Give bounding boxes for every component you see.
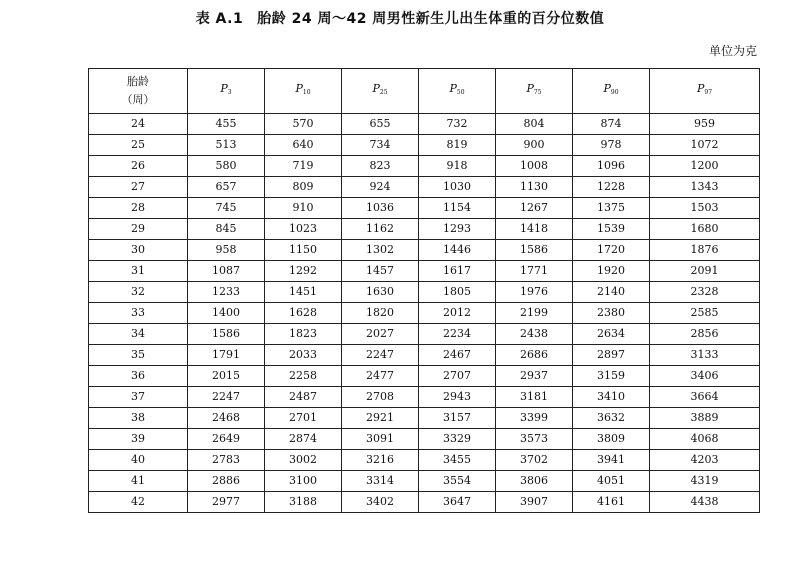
weight-cell: 2380 xyxy=(573,303,650,324)
weight-cell: 1628 xyxy=(265,303,342,324)
weight-cell: 978 xyxy=(573,135,650,156)
percentile-header: $P_{75}$ xyxy=(496,69,573,114)
weight-cell: 1008 xyxy=(496,156,573,177)
percentile-header: $P_{97}$ xyxy=(650,69,760,114)
weight-cell: 2258 xyxy=(265,366,342,387)
weight-cell: 1920 xyxy=(573,261,650,282)
weight-cell: 1503 xyxy=(650,198,760,219)
table-row xyxy=(89,408,760,429)
gestational-age-cell: 31 xyxy=(89,261,188,282)
table-title: 胎龄 24 周～42 周男性新生儿出生体重的百分位数值 xyxy=(257,11,605,27)
weight-cell: 2874 xyxy=(265,429,342,450)
percentile-header: $P_{10}$ xyxy=(265,69,342,114)
gestational-age-cell: 33 xyxy=(89,303,188,324)
weight-cell: 655 xyxy=(342,114,419,135)
weight-cell: 3554 xyxy=(419,471,496,492)
table-row xyxy=(89,219,760,240)
weight-cell: 874 xyxy=(573,114,650,135)
weight-cell: 2634 xyxy=(573,324,650,345)
weight-cell: 2438 xyxy=(496,324,573,345)
weight-cell: 1228 xyxy=(573,177,650,198)
gestational-age-cell: 30 xyxy=(89,240,188,261)
gestational-age-cell: 29 xyxy=(89,219,188,240)
gestational-age-cell: 39 xyxy=(89,429,188,450)
table-row xyxy=(89,345,760,366)
weight-cell: 3809 xyxy=(573,429,650,450)
weight-cell: 3573 xyxy=(496,429,573,450)
unit-note: 单位为克 xyxy=(708,44,757,58)
weight-cell: 1130 xyxy=(496,177,573,198)
weight-cell: 1096 xyxy=(573,156,650,177)
weight-cell: 2033 xyxy=(265,345,342,366)
birth-weight-percentile-table xyxy=(88,68,760,513)
weight-cell: 1446 xyxy=(419,240,496,261)
percentile-header: $P_{50}$ xyxy=(419,69,496,114)
gestational-age-cell: 37 xyxy=(89,387,188,408)
percentile-header: $P_{90}$ xyxy=(573,69,650,114)
weight-cell: 3410 xyxy=(573,387,650,408)
weight-cell: 924 xyxy=(342,177,419,198)
weight-cell: 4438 xyxy=(650,492,760,513)
weight-cell: 1539 xyxy=(573,219,650,240)
table-row xyxy=(89,450,760,471)
weight-cell: 1418 xyxy=(496,219,573,240)
weight-cell: 2234 xyxy=(419,324,496,345)
weight-cell: 2921 xyxy=(342,408,419,429)
table-row xyxy=(89,156,760,177)
weight-cell: 1586 xyxy=(496,240,573,261)
weight-cell: 845 xyxy=(188,219,265,240)
weight-cell: 640 xyxy=(265,135,342,156)
weight-cell: 4051 xyxy=(573,471,650,492)
weight-cell: 2701 xyxy=(265,408,342,429)
weight-cell: 3806 xyxy=(496,471,573,492)
weight-cell: 2468 xyxy=(188,408,265,429)
gestational-age-cell: 34 xyxy=(89,324,188,345)
weight-cell: 719 xyxy=(265,156,342,177)
weight-cell: 804 xyxy=(496,114,573,135)
weight-cell: 1823 xyxy=(265,324,342,345)
weight-cell: 4203 xyxy=(650,450,760,471)
table-row xyxy=(89,240,760,261)
percentile-header: $P_{25}$ xyxy=(342,69,419,114)
weight-cell: 1375 xyxy=(573,198,650,219)
table-row xyxy=(89,135,760,156)
weight-cell: 3188 xyxy=(265,492,342,513)
weight-cell: 3181 xyxy=(496,387,573,408)
weight-cell: 3647 xyxy=(419,492,496,513)
weight-cell: 3406 xyxy=(650,366,760,387)
weight-cell: 3399 xyxy=(496,408,573,429)
weight-cell: 1150 xyxy=(265,240,342,261)
gestational-age-cell: 32 xyxy=(89,282,188,303)
gestational-age-cell: 35 xyxy=(89,345,188,366)
weight-cell: 3216 xyxy=(342,450,419,471)
gestational-age-header xyxy=(89,69,188,114)
weight-cell: 809 xyxy=(265,177,342,198)
weight-cell: 1292 xyxy=(265,261,342,282)
weight-cell: 4161 xyxy=(573,492,650,513)
weight-cell: 2707 xyxy=(419,366,496,387)
weight-cell: 2886 xyxy=(188,471,265,492)
weight-cell: 1680 xyxy=(650,219,760,240)
table-row xyxy=(89,177,760,198)
table-header-row xyxy=(89,69,760,114)
weight-cell: 3907 xyxy=(496,492,573,513)
gestational-age-header-label: 胎龄 xyxy=(127,75,149,88)
weight-cell: 3941 xyxy=(573,450,650,471)
gestational-age-cell: 36 xyxy=(89,366,188,387)
table-row xyxy=(89,282,760,303)
weight-cell: 1457 xyxy=(342,261,419,282)
weight-cell: 513 xyxy=(188,135,265,156)
weight-cell: 745 xyxy=(188,198,265,219)
weight-cell: 734 xyxy=(342,135,419,156)
weight-cell: 3157 xyxy=(419,408,496,429)
weight-cell: 918 xyxy=(419,156,496,177)
table-row xyxy=(89,198,760,219)
weight-cell: 1791 xyxy=(188,345,265,366)
weight-cell: 3002 xyxy=(265,450,342,471)
table-row xyxy=(89,366,760,387)
table-row xyxy=(89,492,760,513)
weight-cell: 1302 xyxy=(342,240,419,261)
weight-cell: 1087 xyxy=(188,261,265,282)
weight-cell: 1233 xyxy=(188,282,265,303)
weight-cell: 580 xyxy=(188,156,265,177)
weight-cell: 900 xyxy=(496,135,573,156)
weight-cell: 3632 xyxy=(573,408,650,429)
weight-cell: 3702 xyxy=(496,450,573,471)
weight-cell: 2487 xyxy=(265,387,342,408)
weight-cell: 1586 xyxy=(188,324,265,345)
weight-cell: 2199 xyxy=(496,303,573,324)
weight-cell: 2140 xyxy=(573,282,650,303)
weight-cell: 2467 xyxy=(419,345,496,366)
weight-cell: 3159 xyxy=(573,366,650,387)
weight-cell: 3091 xyxy=(342,429,419,450)
gestational-age-cell: 25 xyxy=(89,135,188,156)
weight-cell: 3664 xyxy=(650,387,760,408)
document-title xyxy=(0,8,800,28)
weight-cell: 959 xyxy=(650,114,760,135)
weight-cell: 2686 xyxy=(496,345,573,366)
weight-cell: 1154 xyxy=(419,198,496,219)
weight-cell: 1072 xyxy=(650,135,760,156)
gestational-age-header-unit: （周） xyxy=(121,93,155,106)
weight-cell: 1343 xyxy=(650,177,760,198)
weight-cell: 2027 xyxy=(342,324,419,345)
weight-cell: 2012 xyxy=(419,303,496,324)
weight-cell: 1036 xyxy=(342,198,419,219)
weight-cell: 2585 xyxy=(650,303,760,324)
weight-cell: 4319 xyxy=(650,471,760,492)
weight-cell: 2477 xyxy=(342,366,419,387)
weight-cell: 1451 xyxy=(265,282,342,303)
weight-cell: 958 xyxy=(188,240,265,261)
weight-cell: 1267 xyxy=(496,198,573,219)
weight-cell: 3402 xyxy=(342,492,419,513)
weight-cell: 570 xyxy=(265,114,342,135)
weight-cell: 910 xyxy=(265,198,342,219)
weight-cell: 2247 xyxy=(188,387,265,408)
weight-cell: 1876 xyxy=(650,240,760,261)
weight-cell: 2649 xyxy=(188,429,265,450)
weight-cell: 2856 xyxy=(650,324,760,345)
table-row xyxy=(89,114,760,135)
weight-cell: 3329 xyxy=(419,429,496,450)
weight-cell: 2247 xyxy=(342,345,419,366)
weight-cell: 2977 xyxy=(188,492,265,513)
weight-cell: 1630 xyxy=(342,282,419,303)
gestational-age-cell: 38 xyxy=(89,408,188,429)
table-row xyxy=(89,303,760,324)
weight-cell: 819 xyxy=(419,135,496,156)
weight-cell: 3455 xyxy=(419,450,496,471)
weight-cell: 1030 xyxy=(419,177,496,198)
table-row xyxy=(89,429,760,450)
weight-cell: 1805 xyxy=(419,282,496,303)
weight-cell: 732 xyxy=(419,114,496,135)
weight-cell: 1820 xyxy=(342,303,419,324)
weight-cell: 2783 xyxy=(188,450,265,471)
weight-cell: 1400 xyxy=(188,303,265,324)
gestational-age-cell: 24 xyxy=(89,114,188,135)
percentile-header: $P_3$ xyxy=(188,69,265,114)
weight-cell: 1771 xyxy=(496,261,573,282)
weight-cell: 657 xyxy=(188,177,265,198)
weight-cell: 2328 xyxy=(650,282,760,303)
weight-cell: 823 xyxy=(342,156,419,177)
table-row xyxy=(89,387,760,408)
gestational-age-cell: 26 xyxy=(89,156,188,177)
weight-cell: 2015 xyxy=(188,366,265,387)
table-number: 表 A.1 xyxy=(195,11,244,27)
weight-cell: 1293 xyxy=(419,219,496,240)
weight-cell: 1976 xyxy=(496,282,573,303)
weight-cell: 3889 xyxy=(650,408,760,429)
weight-cell: 2708 xyxy=(342,387,419,408)
weight-cell: 3314 xyxy=(342,471,419,492)
table-row xyxy=(89,471,760,492)
gestational-age-cell: 40 xyxy=(89,450,188,471)
weight-cell: 1200 xyxy=(650,156,760,177)
weight-cell: 1162 xyxy=(342,219,419,240)
weight-cell: 1617 xyxy=(419,261,496,282)
gestational-age-cell: 41 xyxy=(89,471,188,492)
table-row xyxy=(89,261,760,282)
weight-cell: 455 xyxy=(188,114,265,135)
weight-cell: 2943 xyxy=(419,387,496,408)
weight-cell: 1720 xyxy=(573,240,650,261)
weight-cell: 3133 xyxy=(650,345,760,366)
gestational-age-cell: 28 xyxy=(89,198,188,219)
table-row xyxy=(89,324,760,345)
weight-cell: 4068 xyxy=(650,429,760,450)
gestational-age-cell: 42 xyxy=(89,492,188,513)
weight-cell: 2937 xyxy=(496,366,573,387)
weight-cell: 2091 xyxy=(650,261,760,282)
gestational-age-cell: 27 xyxy=(89,177,188,198)
weight-cell: 2897 xyxy=(573,345,650,366)
weight-cell: 1023 xyxy=(265,219,342,240)
weight-cell: 3100 xyxy=(265,471,342,492)
